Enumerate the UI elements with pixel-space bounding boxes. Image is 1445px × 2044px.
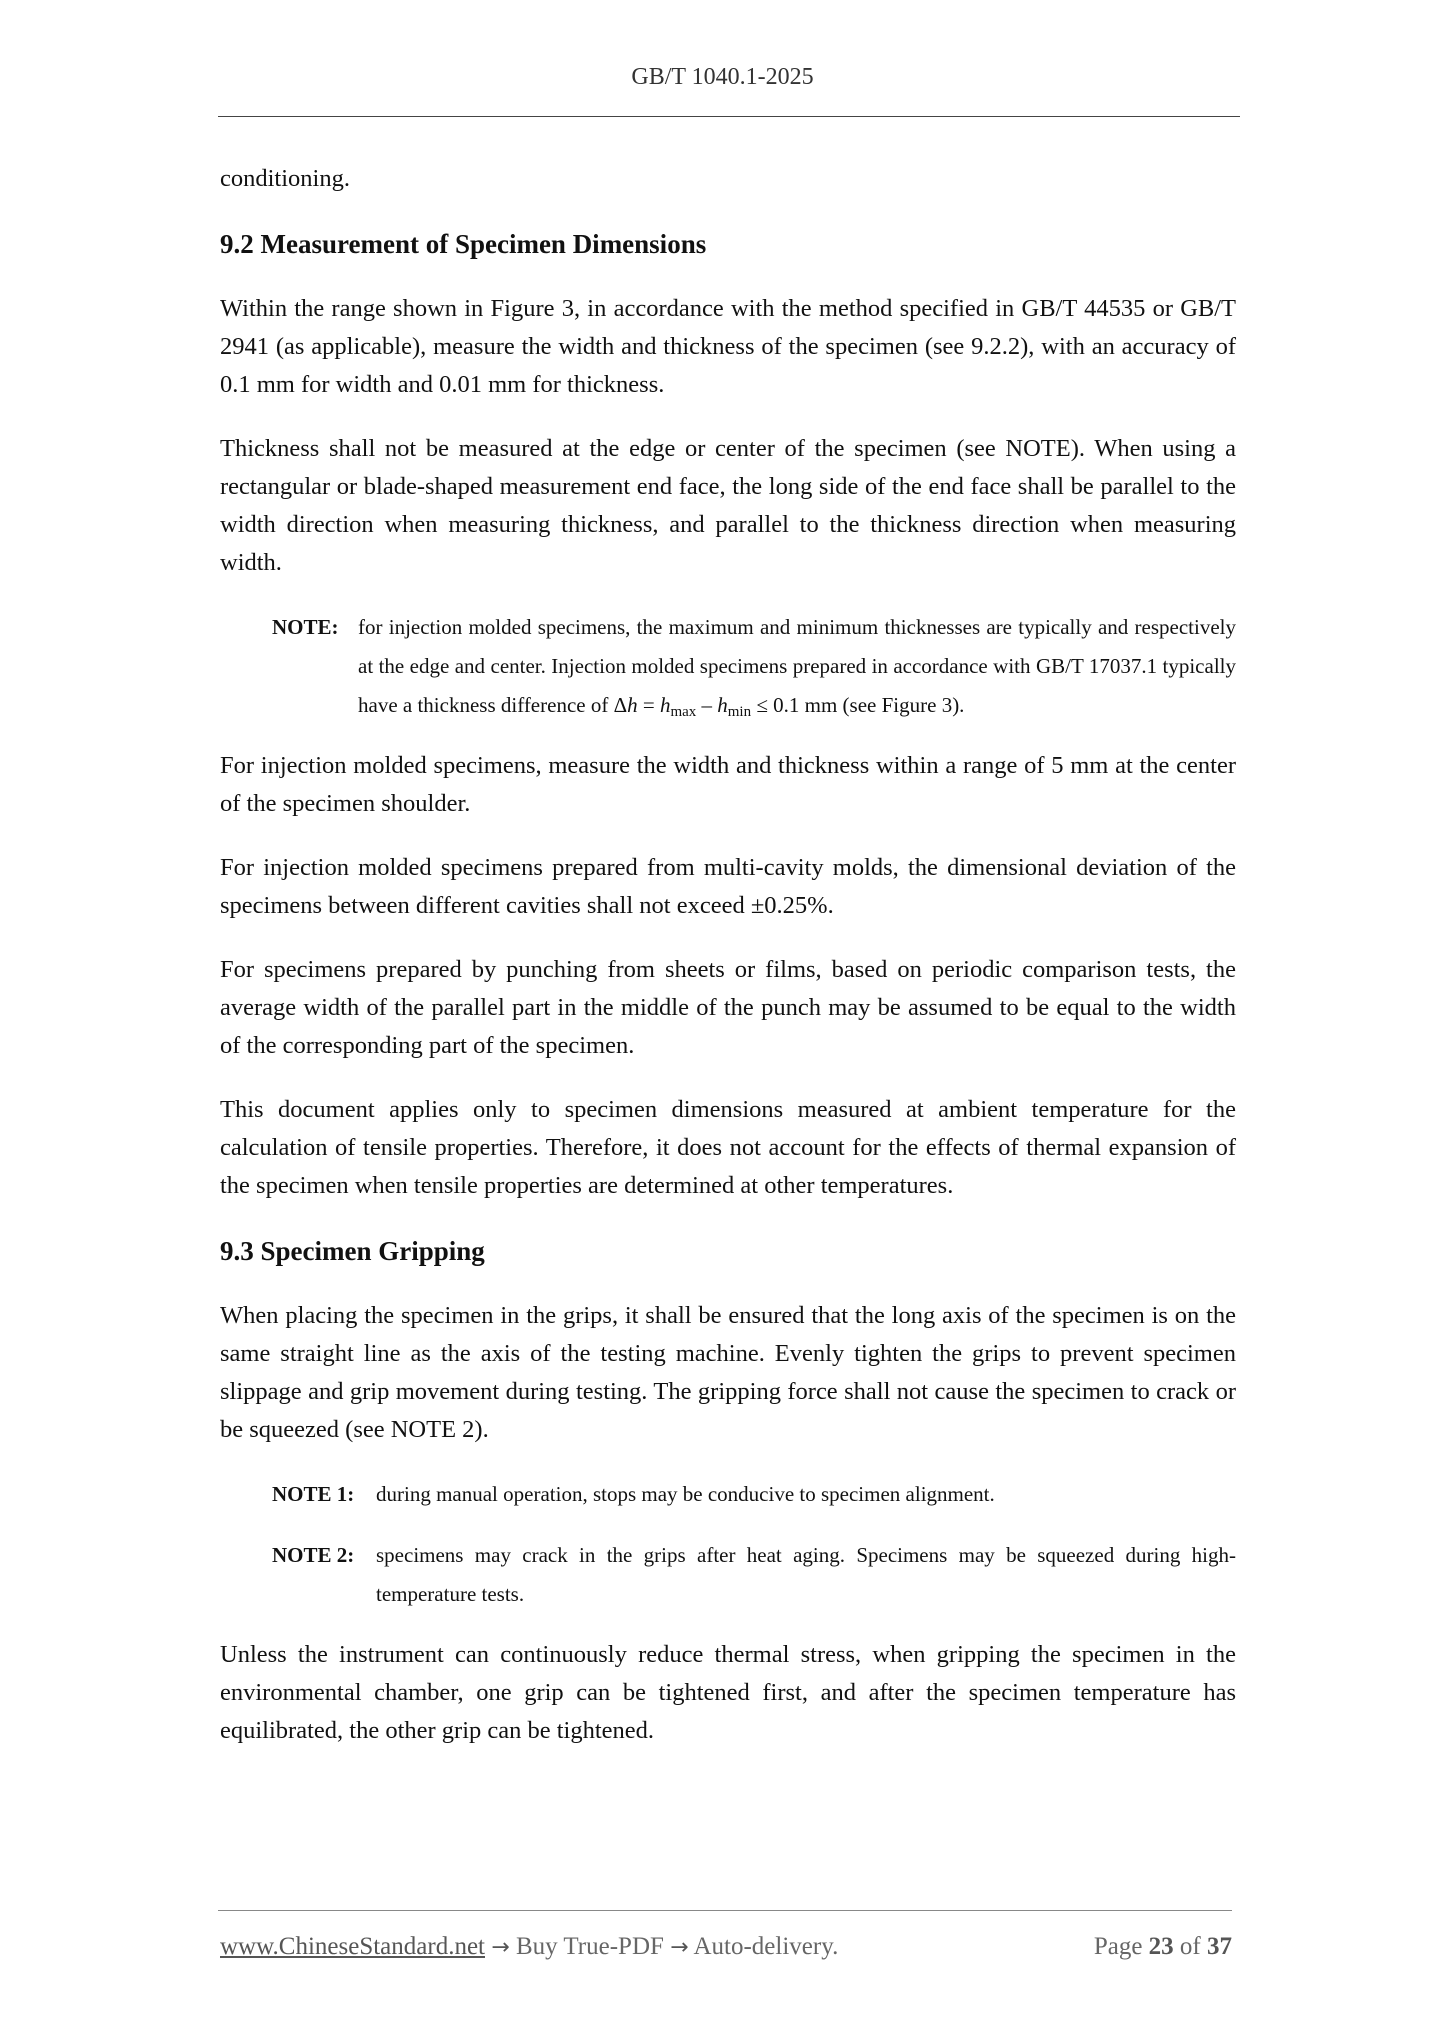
note-label: NOTE: bbox=[272, 615, 339, 639]
note-1-text: during manual operation, stops may be conducive to specimen alignment. bbox=[376, 1482, 995, 1506]
total-pages: 37 bbox=[1207, 1933, 1232, 1960]
paragraph-shoulder-measurement: For injection molded specimens, measure the width and thickness within a range of 5 mm at the center of the specimen shoulder. bbox=[220, 752, 1236, 817]
page-number: Page 23 of 37 bbox=[1093, 1933, 1232, 1960]
arrow-right-icon: → bbox=[670, 1935, 689, 1960]
note-1-label: NOTE 1: bbox=[272, 1482, 355, 1506]
note-thickness bbox=[272, 608, 1236, 725]
document-header-title: GB/T 1040.1-2025 bbox=[631, 64, 814, 90]
section-heading-9-3: 9.3 Specimen Gripping bbox=[220, 1236, 485, 1266]
paragraph-ambient-temperature: This document applies only to specimen dimensions measured at ambient temperature for the calculation of tensile properties. Therefore, it does not account for the effects of thermal expansion of the specimen when tensile properties are determined at other temperatures. bbox=[220, 1096, 1236, 1199]
footer-divider bbox=[218, 1910, 1232, 1911]
footer-buy-text: Buy True-PDF bbox=[509, 1933, 671, 1960]
current-page: 23 bbox=[1148, 1933, 1174, 1960]
paragraph-gripping: When placing the specimen in the grips, it shall be ensured that the long axis of the specimen is on the same straight line as the axis of the testing machine. Evenly tighten the grips to prevent specimen slippage and grip movement during testing. The gripping force shall not cause the specimen to crack or be squeezed (see NOTE 2). bbox=[220, 1302, 1236, 1443]
note-2-text: specimens may crack in the grips after heat aging. Specimens may be squeezed during high-temperature tests. bbox=[376, 1543, 1236, 1606]
website-link[interactable]: www.ChineseStandard.net bbox=[220, 1933, 485, 1960]
arrow-right-icon: → bbox=[491, 1935, 510, 1960]
paragraph-continuation: conditioning. bbox=[220, 165, 350, 192]
footer-left bbox=[220, 1933, 838, 1961]
header-divider bbox=[218, 116, 1240, 117]
note-2 bbox=[272, 1536, 1236, 1614]
document-body bbox=[220, 160, 1236, 1776]
section-heading-9-2: 9.2 Measurement of Specimen Dimensions bbox=[220, 229, 707, 259]
note-2-label: NOTE 2: bbox=[272, 1543, 355, 1567]
paragraph-punched-specimens: For specimens prepared by punching from sheets or films, based on periodic comparison tests, the average width of the parallel part in the middle of the punch may be assumed to be equal to the width of the corresponding part of the specimen. bbox=[220, 956, 1236, 1059]
note-text: for injection molded specimens, the maximum and minimum thicknesses are typically and respectively at the edge and center. Injection molded specimens prepared in accordance with GB/T 17037.1 typically have a thickness difference of $\Delta h = h_{max} - h_{min} \le 0.1$ mm (see Figure 3). bbox=[358, 615, 1236, 720]
page-footer bbox=[220, 1933, 1232, 1969]
paragraph-environmental-chamber: Unless the instrument can continuously reduce thermal stress, when gripping the specimen in the environmental chamber, one grip can be tightened first, and after the specimen temperature has equilibrated, the other grip can be tightened. bbox=[220, 1641, 1236, 1744]
paragraph-measurement-range: Within the range shown in Figure 3, in accordance with the method specified in GB/T 44535 or GB/T 2941 (as applicable), measure the width and thickness of the specimen (see 9.2.2), with an accuracy of 0.1 mm for width and 0.01 mm for thickness. bbox=[220, 295, 1236, 398]
paragraph-thickness-measurement: Thickness shall not be measured at the edge or center of the specimen (see NOTE). When using a rectangular or blade-shaped measurement end face, the long side of the end face shall be parallel to the width direction when measuring thickness, and parallel to the thickness direction when measuring width. bbox=[220, 435, 1236, 576]
footer-delivery-text: Auto-delivery. bbox=[688, 1933, 839, 1960]
note-1 bbox=[272, 1475, 1236, 1514]
paragraph-multi-cavity: For injection molded specimens prepared from multi-cavity molds, the dimensional deviation of the specimens between different cavities shall not exceed ±0.25%. bbox=[220, 854, 1236, 919]
